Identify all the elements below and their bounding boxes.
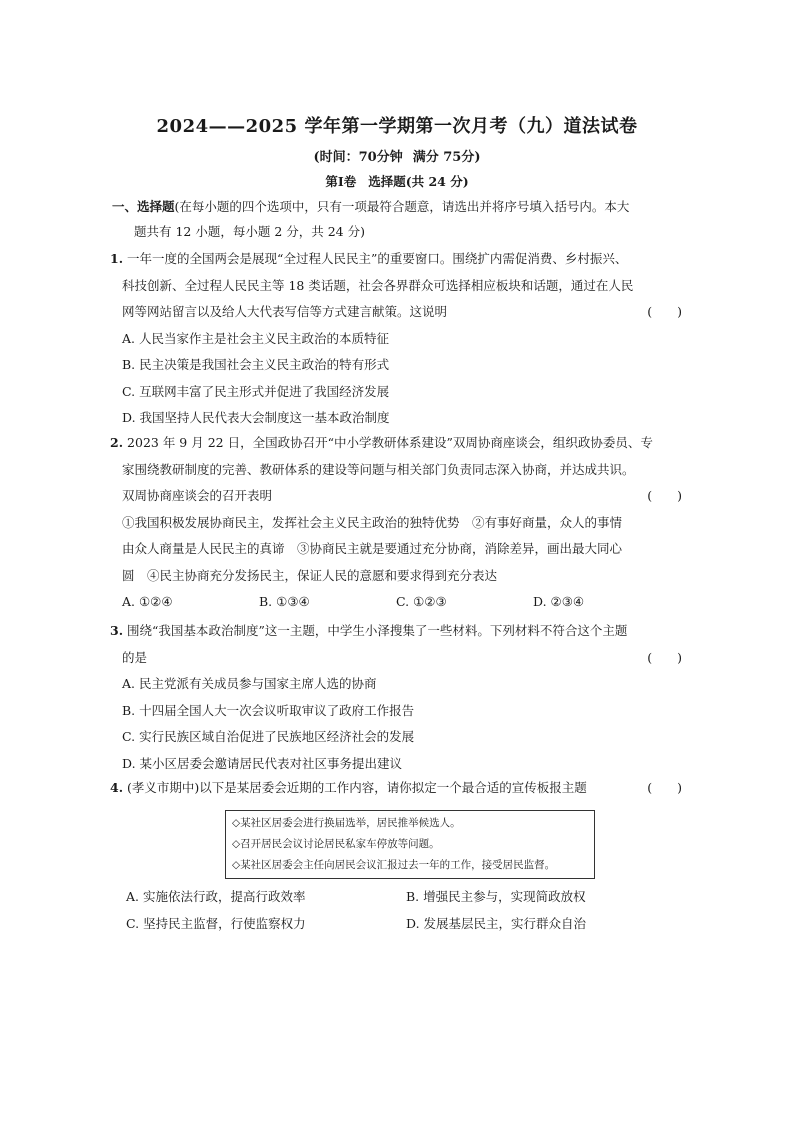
question-number: 3. <box>110 623 124 638</box>
option-a[interactable]: A. ①②④ <box>122 594 173 609</box>
part-label: 第Ⅰ卷 <box>325 174 357 189</box>
exam-score: 满分 75分) <box>412 150 481 165</box>
part-header <box>0 172 794 190</box>
question-number: 2. <box>110 435 124 450</box>
option-c[interactable]: C. 实行民族区域自治促进了民族地区经济社会的发展 <box>122 729 415 744</box>
question-stem-line: 一年一度的全国两会是展现“全过程人民民主”的重要窗口。围绕扩内需促消费、乡村振兴、 <box>127 251 628 266</box>
question-number: 4. <box>110 780 124 795</box>
notice-item: ◇某社区居委会主任向居民会议汇报过去一年的工作，接受居民监督。 <box>232 859 556 871</box>
answer-blank[interactable]: ( ) <box>647 488 682 503</box>
question-stem-line: 的是 <box>122 649 148 665</box>
option-d[interactable]: D. ②③④ <box>533 594 585 609</box>
question-3 <box>110 618 682 777</box>
option-d[interactable]: D. 我国坚持人民代表大会制度这一基本政治制度 <box>122 410 390 425</box>
option-c[interactable]: C. 互联网丰富了民主形式并促进了我国经济发展 <box>122 383 390 399</box>
option-c[interactable]: C. ①②③ <box>396 594 447 609</box>
option-b[interactable]: B. ①③④ <box>259 594 310 609</box>
notice-item: ◇某社区居委会进行换届选举，居民推举候选人。 <box>232 817 461 829</box>
option-b[interactable]: B. 增强民主参与，实现简政放权 <box>406 889 586 904</box>
option-b[interactable]: B. 民主决策是我国社会主义民主政治的特有形式 <box>122 357 390 372</box>
question-4-options <box>110 884 682 937</box>
option-a[interactable]: A. 民主党派有关成员参与国家主席人选的协商 <box>122 676 377 691</box>
exam-time: (时间：70分钟 <box>313 150 403 165</box>
exam-title: 2024——2025 学年第一学期第一次月考（九）道法试卷 <box>156 116 638 137</box>
statement-line: ①我国积极发展协商民主，发挥社会主义民主政治的独特优势 ②有事好商量，众人的事情 <box>122 514 623 530</box>
question-stem-line: 家围绕教研制度的完善、教研体系的建设等问题与相关部门负责同志深入协商，并达成共识。 <box>122 461 635 477</box>
statement-line: 由众人商量是人民民主的真谛 ③协商民主就是要通过充分协商，消除差异，画出最大同心 <box>122 541 623 556</box>
notice-item: ◇召开居民会议讨论居民私家车停放等问题。 <box>232 838 440 850</box>
answer-blank[interactable]: ( ) <box>647 649 682 665</box>
option-a[interactable]: A. 人民当家作主是社会主义民主政治的本质特征 <box>122 330 389 346</box>
question-4 <box>110 775 682 802</box>
question-1 <box>110 246 682 432</box>
question-number: 1. <box>110 251 124 266</box>
question-stem-line: 双周协商座谈会的召开表明 <box>122 488 273 503</box>
question-stem-line: 科技创新、全过程人民民主等 18 类话题，社会各界群众可选择相应板块和话题，通过在人民 <box>122 277 634 293</box>
question-2 <box>110 430 682 616</box>
question-stem-line: 网等网站留言以及给人大代表写信等方式建言献策。这说明 <box>122 304 448 319</box>
option-d[interactable]: D. 某小区居委会邀请居民代表对社区事务提出建议 <box>122 755 403 771</box>
question-stem-line: (孝义市期中)以下是某居委会近期的工作内容，请你拟定一个最合适的宣传板报主题 <box>127 780 587 795</box>
section-instructions <box>112 194 682 244</box>
answer-blank[interactable]: ( ) <box>647 780 682 795</box>
statement-line: 圆 ④民主协商充分发扬民主，保证人民的意愿和要求得到充分表达 <box>122 567 498 583</box>
option-a[interactable]: A. 实施依法行政，提高行政效率 <box>126 889 306 904</box>
answer-blank[interactable]: ( ) <box>647 304 682 319</box>
section-heading: 一、选择题 <box>112 199 175 214</box>
question-stem-line: 2023 年 9 月 22 日，全国政协召开“中小学教研体系建设”双周协商座谈会，组织政协委员、专 <box>127 435 653 450</box>
option-b[interactable]: B. 十四届全国人大一次会议听取审议了政府工作报告 <box>122 702 415 718</box>
option-d[interactable]: D. 发展基层民主，实行群众自治 <box>406 915 587 931</box>
section-desc-line2: 题共有 12 小题，每小题 2 分，共 24 分) <box>134 224 365 239</box>
exam-subtitle <box>0 146 794 165</box>
notice-box <box>225 810 595 879</box>
part-name: 选择题(共 24 分) <box>368 174 469 189</box>
section-desc-line1: (在每小题的四个选项中，只有一项最符合题意，请选出并将序号填入括号内。本大 <box>174 199 630 214</box>
question-stem-line: 围绕“我国基本政治制度”这一主题，中学生小泽搜集了一些材料。下列材料不符合这个主题 <box>127 623 628 638</box>
option-c[interactable]: C. 坚持民主监督，行使监察权力 <box>126 915 306 931</box>
